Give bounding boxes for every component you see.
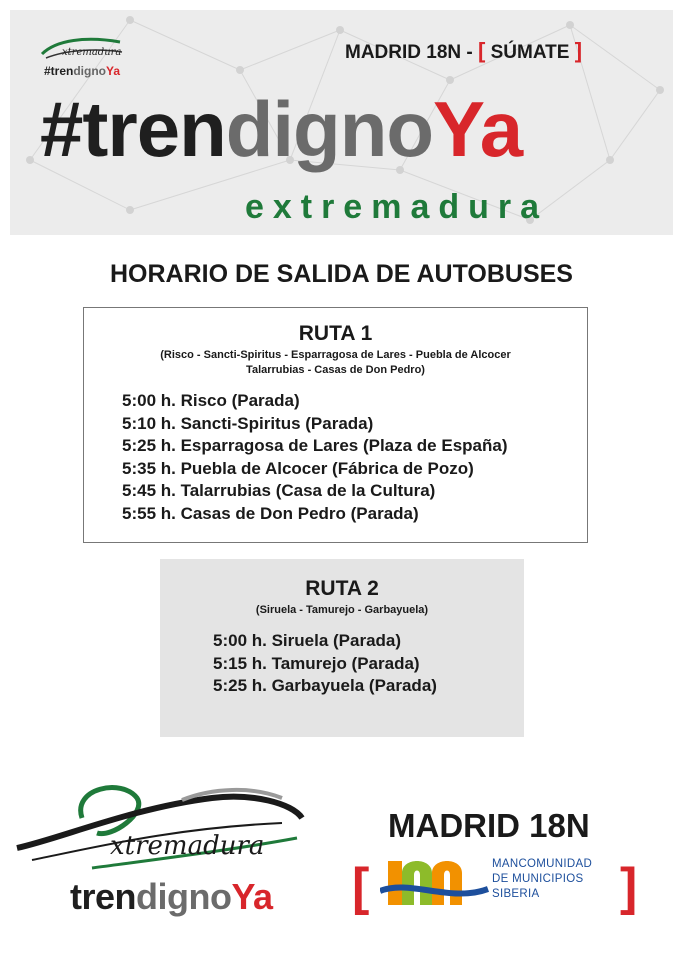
small-logo-word: xtremadura: [62, 47, 122, 58]
route-2-stops: [160, 630, 524, 698]
stop-item: 5:25 h. Esparragosa de Lares (Plaza de España): [122, 436, 508, 455]
route-2-box: [160, 559, 524, 737]
trendignoya-logo: [12, 778, 312, 928]
small-logo-hashtag: #trendignoYa: [44, 64, 121, 78]
main-hashtag: #trendignoYa: [40, 85, 523, 173]
bracket-left: [: [352, 858, 370, 916]
stop-item: 5:10 h. Sancti-Spiritus (Parada): [122, 413, 374, 433]
swoosh-logo-icon: [36, 32, 126, 66]
event-action: SÚMATE: [485, 42, 575, 63]
bracket-right: ]: [620, 858, 638, 916]
route-1-name: RUTA 1: [298, 322, 373, 345]
stop-item: 5:00 h. Siruela (Parada): [213, 631, 402, 650]
mancomunidad-block: [342, 795, 662, 930]
footer-logo-word: xtremadura: [110, 831, 265, 861]
mancomunidad-m-icon: [380, 853, 490, 913]
footer-logo-hashtag: trendignoYa: [70, 876, 273, 917]
stop-item: 5:25 h. Garbayuela (Parada): [213, 676, 437, 695]
route-1-description: (Risco - Sancti-Spiritus - Esparragosa de Lares - Puebla de Alcocer Talarrubias - Casas de Don Pedro): [160, 349, 511, 376]
route-2-name: RUTA 2: [305, 577, 379, 600]
stop-item: 5:00 h. Risco (Parada): [122, 391, 300, 410]
event-headline: [345, 38, 582, 64]
route-2-description: (Siruela - Tamurejo - Garbayuela): [255, 604, 429, 616]
event-bracket-close: ]: [574, 38, 583, 63]
route-1-stops: [84, 390, 587, 525]
madrid-18n-title: MADRID 18N: [388, 807, 590, 844]
mancomunidad-name: MANCOMUNIDAD DE MUNICIPIOS SIBERIA: [492, 858, 593, 900]
banner-subtitle: extremadura: [244, 188, 549, 226]
event-bracket-open: [: [478, 38, 486, 63]
small-trendignoya-logo: [36, 32, 126, 82]
stop-item: 5:55 h. Casas de Don Pedro (Parada): [122, 503, 419, 523]
stop-item: 5:15 h. Tamurejo (Parada): [213, 653, 420, 673]
stop-item: 5:35 h. Puebla de Alcocer (Fábrica de Pozo): [122, 458, 474, 478]
header-banner: [10, 10, 673, 235]
schedule-title: HORARIO DE SALIDA DE AUTOBUSES: [109, 260, 573, 288]
event-prefix: MADRID 18N -: [345, 42, 479, 63]
route-1-box: [83, 307, 588, 543]
stop-item: 5:45 h. Talarrubias (Casa de la Cultura): [122, 481, 436, 500]
